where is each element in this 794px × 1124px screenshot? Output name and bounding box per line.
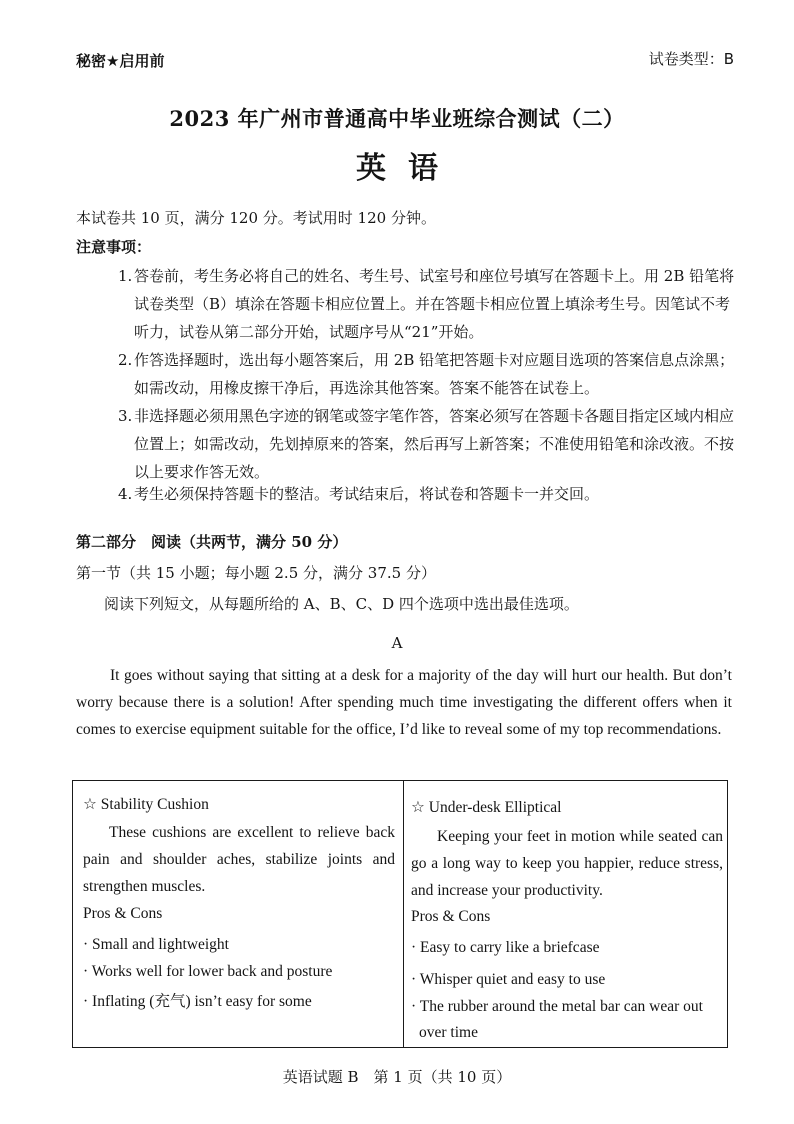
note-text: 答卷前，考生务必将自己的姓名、考生号、试室号和座位号填写在答题卡上。用 2B 铅笔将试卷类型（B）填涂在答题卡相应位置上。并在答题卡相应位置上填涂考生号。因笔试不考听力，试卷从第二部分开始，试题序号从“21”开始。: [134, 267, 735, 341]
subject-title: 英语: [356, 151, 460, 186]
item-description-text: These cushions are excellent to relieve back pain and shoulder aches, stabilize joints and strengthen muscles.: [83, 824, 395, 895]
page-footer: 英语试题 B 第 1 页（共 10 页）: [282, 1068, 512, 1086]
exam-title: 2023 年广州市普通高中毕业班综合测试（二）: [169, 106, 625, 131]
note-number: 2.: [118, 351, 133, 369]
passage-paragraph: [76, 662, 732, 743]
item-title: ☆ Stability Cushion: [83, 796, 209, 813]
list-item: · Easy to carry like a briefcase: [411, 939, 600, 956]
item-description: [411, 823, 723, 904]
note-item: [118, 346, 738, 402]
section1-heading: 第一节（共 15 小题；每小题 2.5 分，满分 37.5 分）: [76, 564, 436, 582]
note-text: 作答选择题时，选出每小题答案后，用 2B 铅笔把答题卡对应题目选项的答案信息点涂黑；如需改动，用橡皮擦干净后，再选涂其他答案。答案不能答在试卷上。: [134, 351, 735, 397]
confidential-label: 秘密★启用前: [76, 52, 165, 70]
list-item: · Small and lightweight: [83, 936, 229, 953]
part2-heading: 第二部分 阅读（共两节，满分 50 分）: [76, 533, 348, 551]
note-item: [118, 402, 738, 486]
note-number: 4.: [118, 485, 133, 503]
note-text: 考生必须保持答题卡的整洁。考试结束后，将试卷和答题卡一并交回。: [134, 485, 600, 503]
note-item: [118, 262, 738, 346]
list-item-continued: over time: [419, 1024, 478, 1041]
notes-heading: 注意事项：: [76, 238, 152, 256]
list-item: · Whisper quiet and easy to use: [411, 971, 606, 988]
reading-instruction: 阅读下列短文，从每题所给的 A、B、C、D 四个选项中选出最佳选项。: [104, 595, 579, 613]
exam-intro: 本试卷共 10 页，满分 120 分。考试用时 120 分钟。: [76, 209, 436, 227]
table-divider: [403, 781, 404, 1047]
passage-letter: A: [391, 634, 403, 652]
pros-cons-label: Pros & Cons: [83, 905, 163, 922]
item-description-text: Keeping your feet in motion while seated can go a long way to keep you happier, reduce stress, and increase your productivity.: [411, 828, 723, 899]
pros-cons-label: Pros & Cons: [411, 908, 491, 925]
equipment-table: [72, 780, 728, 1048]
passage-text: It goes without saying that sitting at a desk for a majority of the day will hurt our health. But don’t worry because there is a solution! After spending much time investigating the different offers when it comes to exercise equipment suitable for the office, I’d like to reveal some of my top recommendations.: [76, 667, 732, 738]
note-item: [118, 480, 738, 508]
list-item: · Works well for lower back and posture: [83, 963, 333, 980]
list-item: · The rubber around the metal bar can wear out: [411, 998, 703, 1015]
note-number: 3.: [118, 407, 133, 425]
note-text: 非选择题必须用黑色字迹的钢笔或签字笔作答，答案必须写在答题卡各题目指定区域内相应位置上；如需改动，先划掉原来的答案，然后再写上新答案；不准使用铅笔和涂改液。不按以上要求作答无效。: [134, 407, 735, 481]
paper-type-label: 试卷类型：B: [648, 50, 734, 68]
item-description: [83, 819, 395, 900]
item-title: ☆ Under-desk Elliptical: [411, 799, 562, 816]
list-item: · Inflating (充气) isn’t easy for some: [83, 993, 312, 1010]
note-number: 1.: [118, 267, 133, 285]
